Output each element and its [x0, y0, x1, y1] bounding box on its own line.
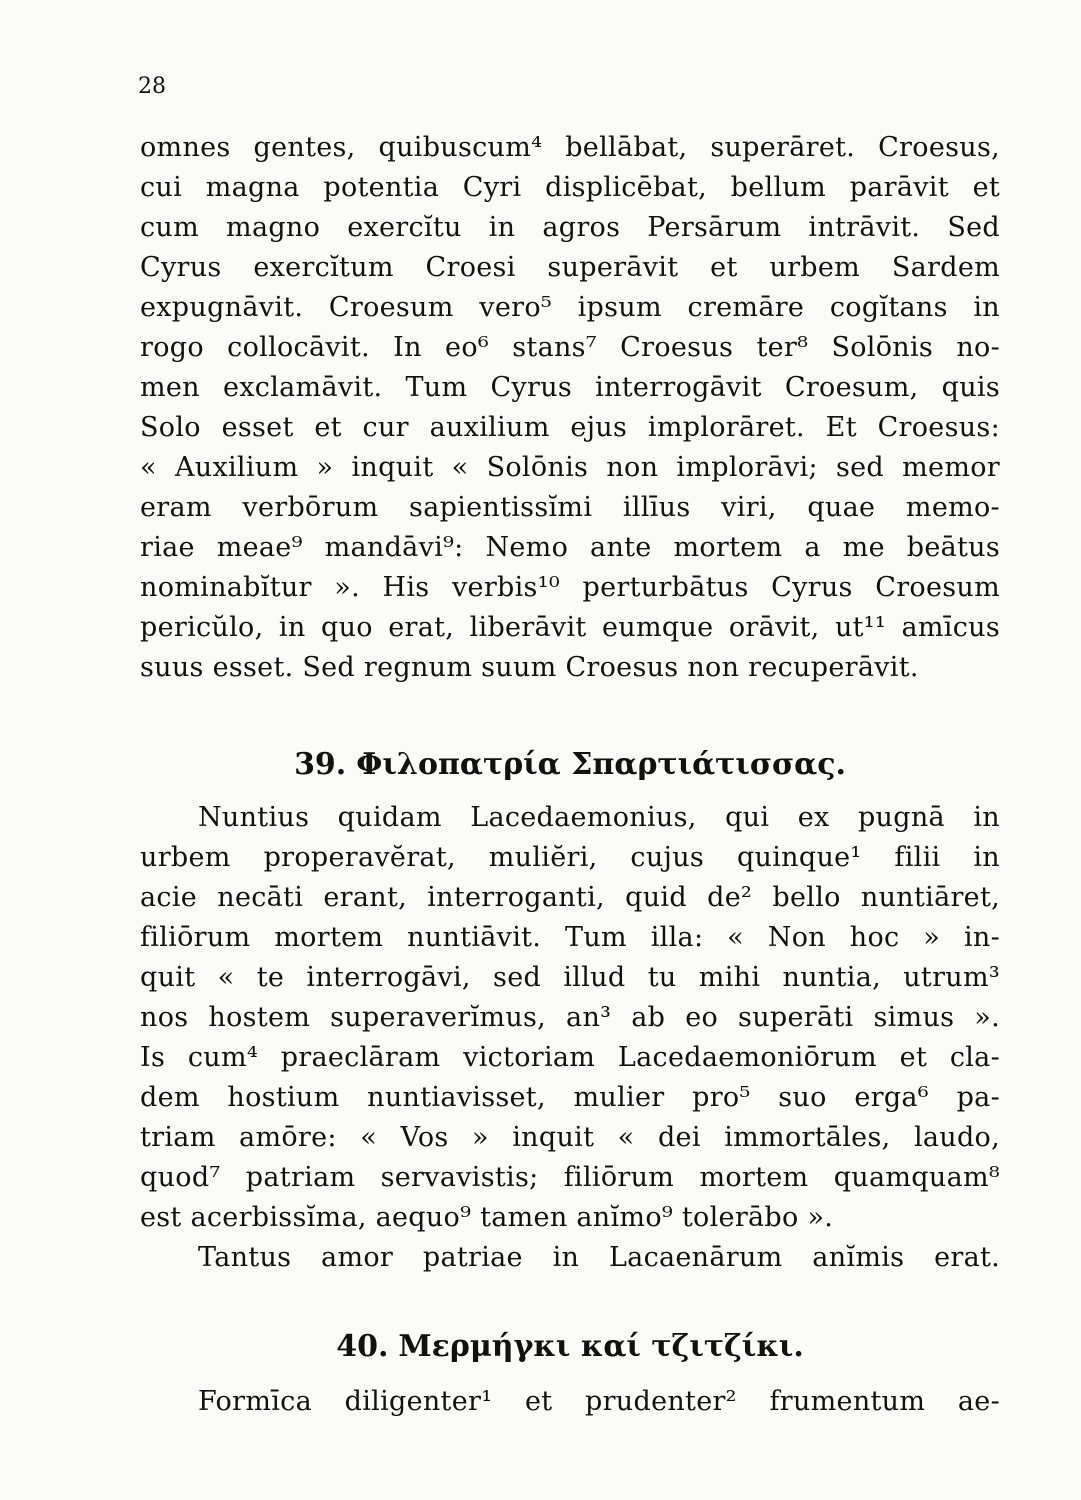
section-heading-39	[140, 745, 1000, 785]
text-line: urbem properavĕrat, muliĕri, cujus quinque¹ filii in	[140, 842, 1000, 873]
text-line: acie necāti erant, interroganti, quid de² bello nuntiāret,	[140, 882, 1000, 913]
text-line: Cyrus exercĭtum Croesi superāvit et urbem Sardem	[140, 252, 1000, 283]
text-line: men exclamāvit. Tum Cyrus interrogāvit Croesum, quis	[140, 372, 1000, 403]
text-line: pericŭlo, in quo erat, liberāvit eumque orāvit, ut¹¹ amīcus	[140, 612, 1000, 643]
text-line: expugnāvit. Croesum vero⁵ ipsum cremāre cogĭtans in	[140, 292, 1000, 323]
text-line: cum magno exercĭtu in agros Persārum intrāvit. Sed	[140, 212, 1000, 243]
text-line: Nuntius quidam Lacedaemonius, qui ex pugnā in	[198, 802, 1000, 833]
paragraph-croesus	[140, 128, 1000, 688]
text-line: Formīca diligenter¹ et prudenter² frumentum ae-	[198, 1386, 1000, 1417]
text-line: est acerbissĭma, aequo⁹ tamen anĭmo⁹ tolerābo ».	[140, 1202, 834, 1233]
text-line: quod⁷ patriam servavistis; filiōrum mortem quamquam⁸	[140, 1162, 1000, 1193]
text-line: dem hostium nuntiavisset, mulier pro⁵ suo erga⁶ pa-	[140, 1082, 1000, 1113]
paragraph-spartan-mother	[140, 798, 1000, 1278]
text-line: triam amōre: « Vos » inquit « dei immortāles, laudo,	[140, 1122, 1000, 1153]
text-line: riae meae⁹ mandāvi⁹: Nemo ante mortem a me beātus	[140, 532, 1000, 563]
text-line: quit « te interrogāvi, sed illud tu mihi nuntia, utrum³	[140, 962, 1000, 993]
text-line: Is cum⁴ praeclāram victoriam Lacedaemoniōrum et cla-	[140, 1042, 1000, 1073]
section-number: 39.	[294, 747, 347, 782]
text-line: Solo esset et cur auxilium ejus implorāret. Et Croesus:	[140, 412, 1000, 443]
text-line: Tantus amor patriae in Lacaenārum anĭmis erat.	[198, 1242, 1000, 1273]
text-line: nos hostem superaverĭmus, an³ ab eo superāti simus ».	[140, 1002, 1000, 1033]
section-title: Μερμήγκι καί τζιτζίκι.	[398, 1329, 804, 1364]
paragraph-ant-cicada	[140, 1382, 1000, 1422]
text-line: suus esset. Sed regnum suum Croesus non recuperāvit.	[140, 652, 919, 683]
text-line: « Auxilium » inquit « Solōnis non implorāvi; sed memor	[140, 452, 1000, 483]
text-line: omnes gentes, quibuscum⁴ bellābat, superāret. Croesus,	[140, 132, 1000, 163]
text-line: eram verbōrum sapientissĭmi illīus viri, quae memo-	[140, 492, 1000, 523]
section-heading-40	[140, 1327, 1000, 1367]
section-title: Φιλοπατρία Σπαρτιάτισσας.	[356, 747, 846, 782]
page-number: 28	[138, 74, 166, 99]
text-line: filiōrum mortem nuntiāvit. Tum illa: « Non hoc » in-	[140, 922, 1000, 953]
text-line: cui magna potentia Cyri displicēbat, bellum parāvit et	[140, 172, 1000, 203]
text-line: rogo collocāvit. In eo⁶ stans⁷ Croesus ter⁸ Solōnis no-	[140, 332, 1000, 363]
section-number: 40.	[336, 1329, 389, 1364]
text-line: nominabĭtur ». His verbis¹⁰ perturbātus Cyrus Croesum	[140, 572, 1000, 603]
